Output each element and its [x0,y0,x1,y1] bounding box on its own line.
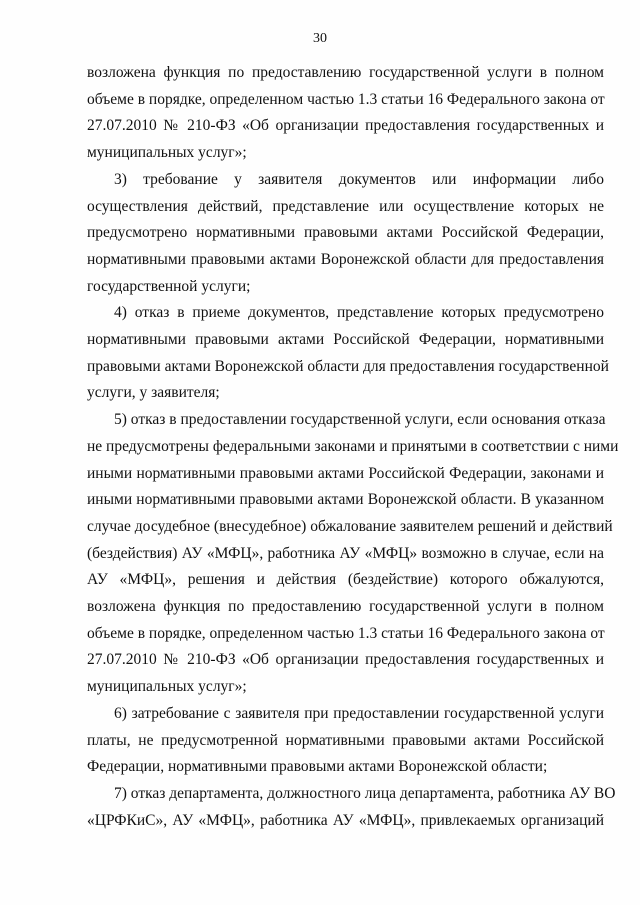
text-line: муниципальных услуг»; [87,144,247,162]
paragraph [87,407,619,701]
text-line: 6) затребование с заявителя при предоставлении государственной услуги [114,704,604,722]
text-line: 27.07.2010 № 210-ФЗ «Об организации предоставления государственных и [87,651,604,669]
text-line: возложена функция по предоставлению государственной услуги в полном [87,598,604,616]
paragraph [87,701,604,781]
text-line: «ЦРФКиС», АУ «МФЦ», работника АУ «МФЦ», привлекаемых организаций [87,811,604,829]
text-line: Федерации, нормативными правовыми актами Воронежской области; [87,758,548,776]
paragraph [87,781,616,834]
text-line: 3) требование у заявителя документов или информации либо [114,170,604,188]
text-line: услуги, у заявителя; [87,384,220,402]
text-line: (бездействия) АУ «МФЦ», работника АУ «МФЦ» возможно в случае, если на [87,544,604,562]
text-line: 4) отказ в приеме документов, представление которых предусмотрено [114,304,604,322]
document-body [87,60,619,834]
paragraph [87,60,604,167]
text-line: объеме в порядке, определенном частью 1.3 статьи 16 Федерального закона от [87,624,605,642]
text-line: платы, не предусмотренной нормативными правовыми актами Российской [87,731,604,749]
text-line: 5) отказ в предоставлении государственной услуги, если основания отказа [114,411,606,429]
text-line: иными нормативными правовыми актами Российской Федерации, законами и [87,464,604,482]
text-line: нормативными правовыми актами Воронежской области для предоставления [87,250,604,268]
text-line: иными нормативными правовыми актами Воронежской области. В указанном [87,491,604,509]
text-line: случае досудебное (внесудебное) обжалование заявителем решений и действий [87,517,613,535]
text-line: 7) отказ департамента, должностного лица департамента, работника АУ ВО [114,784,616,802]
text-line: предусмотрено нормативными правовыми актами Российской Федерации, [87,224,604,242]
text-line: государственной услуги; [87,277,251,295]
text-line: 27.07.2010 № 210-ФЗ «Об организации предоставления государственных и [87,117,604,135]
text-line: муниципальных услуг»; [87,678,247,696]
text-line: возложена функция по предоставлению государственной услуги в полном [87,64,604,81]
text-line: АУ «МФЦ», решения и действия (бездействие) которого обжалуются, [87,571,604,589]
text-line: осуществления действий, представление или осуществление которых не [87,197,604,215]
text-line: правовыми актами Воронежской области для предоставления государственной [87,357,609,375]
paragraph [87,300,609,407]
page-number: 30 [313,31,327,46]
text-line: нормативными правовыми актами Российской Федерации, нормативными [87,331,604,349]
text-line: не предусмотрены федеральными законами и принятыми в соответствии с ними [87,437,619,455]
paragraph [87,167,604,301]
text-line: объеме в порядке, определенном частью 1.3 статьи 16 Федерального закона от [87,90,605,108]
